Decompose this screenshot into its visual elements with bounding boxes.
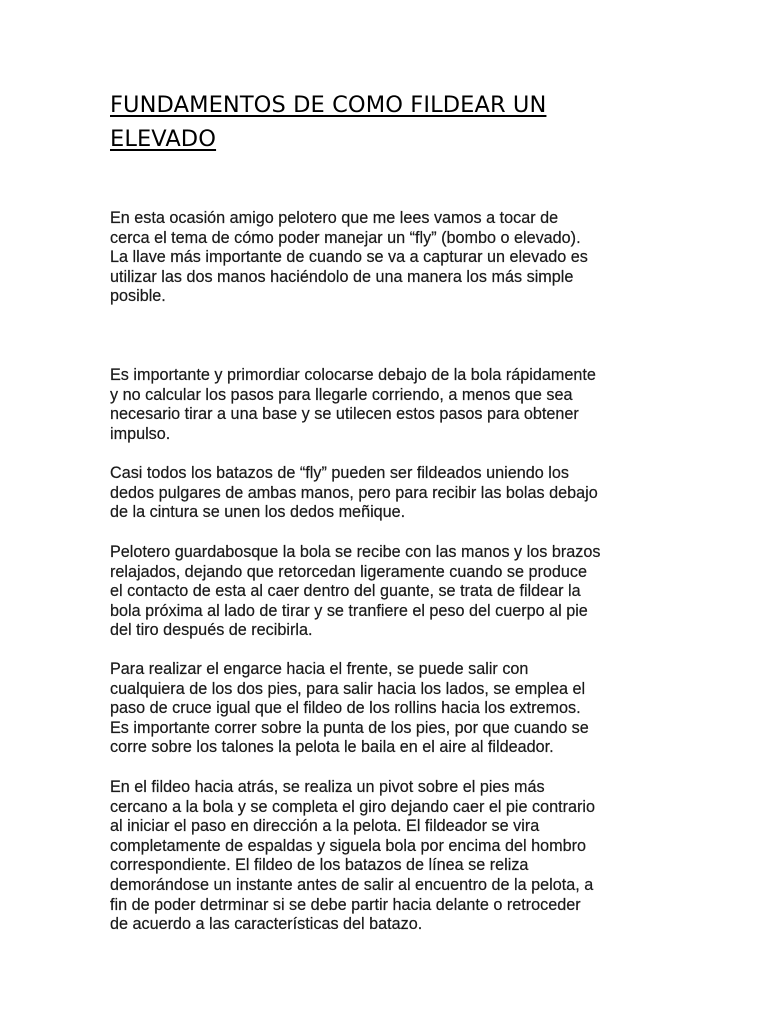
paragraph-intro: [110, 209, 670, 307]
text-line: necesario tirar a una base y se utilecen estos pasos para obtener: [110, 405, 579, 424]
text-line: de la cintura se unen los dedos meñique.: [110, 503, 406, 522]
text-line: cerca el tema de cómo poder manejar un “fly” (bombo o elevado).: [110, 228, 581, 247]
text-line: utilizar las dos manos haciéndolo de una manera los más simple: [110, 267, 574, 286]
text-line: de acuerdo a las características del batazo.: [110, 915, 423, 934]
title-line: ELEVADO: [110, 126, 217, 152]
text-line: al iniciar el paso en dirección a la pelota. El fildeador se vira: [110, 817, 540, 836]
text-line: Es importante y primordiar colocarse debajo de la bola rápidamente: [110, 366, 596, 384]
text-line: relajados, dejando que retorcedan ligeramente cuando se produce: [110, 562, 587, 581]
text-line: posible.: [110, 287, 166, 306]
text-line: demorándose un instante antes de salir al encuentro de la pelota, a: [110, 875, 594, 894]
paragraph-backwards: [110, 778, 670, 935]
text-line: y no calcular los pasos para llegarle corriendo, a menos que sea: [110, 385, 573, 404]
text-line: completamente de espaldas y siguela bola por encima del hombro: [110, 836, 587, 855]
text-line: cercano a la bola y se completa el giro dejando caer el pie contrario: [110, 797, 596, 816]
paragraph-outfielder: [110, 543, 670, 641]
text-line: corre sobre los talones la pelota le baila en el aire al fildeador.: [110, 738, 554, 757]
text-line: La llave más importante de cuando se va a capturar un elevado es: [110, 248, 588, 267]
text-line: paso de cruce igual que el fildeo de los rollins hacia los extremos.: [110, 699, 581, 718]
paragraph-positioning: [110, 366, 670, 444]
text-line: correspondiente. El fildeo de los batazos de línea se reliza: [110, 856, 529, 875]
text-line: dedos pulgares de ambas manos, pero para recibir las bolas debajo: [110, 483, 598, 502]
text-line: del tiro después de recibirla.: [110, 621, 313, 640]
document-title: [110, 88, 670, 156]
text-line: el contacto de esta al caer dentro del guante, se trata de fildear la: [110, 582, 581, 601]
text-line: Casi todos los batazos de “fly” pueden ser fildeados uniendo los: [110, 464, 569, 482]
text-line: En esta ocasión amigo pelotero que me lees vamos a tocar de: [110, 209, 559, 227]
text-line: fin de poder detrminar si se debe partir hacia delante o retroceder: [110, 895, 581, 914]
text-line: impulso.: [110, 424, 171, 443]
paragraph-footwork: [110, 660, 670, 758]
title-line: FUNDAMENTOS DE COMO FILDEAR UN: [110, 92, 547, 118]
text-line: bola próxima al lado de tirar y se tranfiere el peso del cuerpo al pie: [110, 601, 588, 620]
paragraph-thumbs: [110, 464, 670, 523]
text-line: Es importante correr sobre la punta de los pies, por que cuando se: [110, 718, 589, 737]
text-line: Pelotero guardabosque la bola se recibe con las manos y los brazos: [110, 543, 601, 561]
text-line: cualquiera de los dos pies, para salir hacia los lados, se emplea el: [110, 679, 586, 698]
text-line: Para realizar el engarce hacia el frente, se puede salir con: [110, 660, 529, 678]
text-line: En el fildeo hacia atrás, se realiza un pivot sobre el pies más: [110, 778, 545, 796]
